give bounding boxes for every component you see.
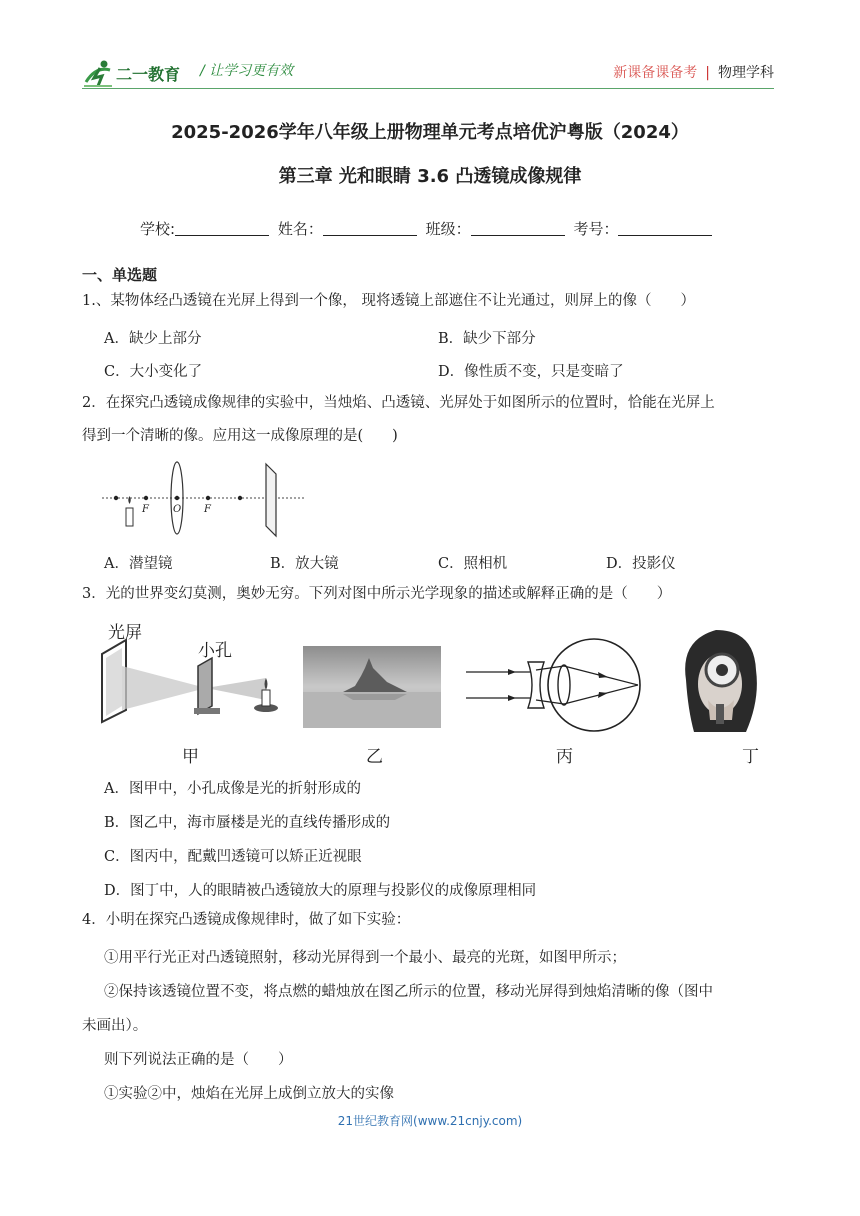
number-label: 考号：	[573, 220, 619, 238]
header-separator: |	[705, 65, 710, 81]
header-divider	[82, 88, 774, 89]
q2-option-d[interactable]: D．投影仪	[606, 556, 676, 572]
q2-option-c[interactable]: C．照相机	[438, 556, 508, 572]
school-label: 学校:	[140, 220, 176, 238]
brand-logo	[82, 56, 192, 90]
q4-question: 则下列说法正确的是（ ）	[104, 1052, 293, 1068]
q3-caption-jia: 甲	[182, 747, 199, 767]
q2-option-b[interactable]: B．放大镜	[270, 556, 339, 572]
q2-label-f1: F	[142, 504, 149, 515]
header-right	[613, 62, 774, 82]
q3-caption-yi: 乙	[366, 747, 383, 767]
q4-step-1: ①用平行光正对凸透镜照射，移动光屏得到一个最小、最亮的光斑，如图甲所示；	[104, 950, 626, 966]
q3-stem: 3．光的世界变幻莫测，奥妙无穷。下列对图中所示光学现象的描述或解释正确的是（ ）	[82, 586, 672, 602]
q2-label-f2: F	[204, 504, 211, 515]
q2-option-a[interactable]: A．潜望镜	[104, 556, 173, 572]
q3-figure-mirage	[303, 646, 441, 728]
q1-option-c[interactable]: C．大小变化了	[104, 364, 203, 380]
q4-step-2-line2: 未画出）。	[82, 1018, 148, 1034]
q3-figure-pinhole	[98, 618, 288, 728]
q1-option-a[interactable]: A．缺少上部分	[104, 331, 202, 347]
page-footer[interactable]: 21世纪教育网(www.21cnjy.com)	[337, 1114, 523, 1128]
q4-step-2-line1: ②保持该透镜位置不变，将点燃的蜡烛放在图乙所示的位置，移动光屏得到烛焰清晰的像（图中	[104, 984, 713, 1000]
doc-title: 2025-2026学年八年级上册物理单元考点培优沪粤版（2024）	[171, 122, 689, 143]
q3-figure-magnifier	[676, 620, 764, 732]
q2-stem-line2: 得到一个清晰的像。应用这一成像原理的是( )	[82, 428, 398, 444]
q1-option-b[interactable]: B．缺少下部分	[438, 331, 536, 347]
school-blank[interactable]	[175, 219, 269, 236]
header-subject: 物理学科	[718, 65, 774, 81]
q4-statement-1: ①实验②中，烛焰在光屏上成倒立放大的实像	[104, 1086, 394, 1102]
q3-option-a[interactable]: A．图甲中，小孔成像是光的折射形成的	[104, 781, 361, 797]
q3-caption-ding: 丁	[742, 747, 759, 767]
q2-label-o: O	[173, 504, 182, 515]
header-tag: 新课备课备考	[613, 65, 698, 81]
header-slogan: / 让学习更有效	[200, 63, 294, 79]
q3-option-b[interactable]: B．图乙中，海市蜃楼是光的直线传播形成的	[104, 815, 391, 831]
q3-option-d[interactable]: D．图丁中，人的眼睛被凸透镜放大的原理与投影仪的成像原理相同	[104, 883, 537, 899]
class-label: 班级：	[425, 220, 471, 238]
name-label: 姓名：	[277, 220, 323, 238]
q3-figure-eye-lens	[462, 628, 652, 738]
q2-optical-bench-figure	[100, 460, 310, 540]
class-blank[interactable]	[471, 219, 565, 236]
q3-option-c[interactable]: C．图丙中，配戴凹透镜可以矫正近视眼	[104, 849, 362, 865]
name-blank[interactable]	[323, 219, 417, 236]
q3-caption-bing: 丙	[556, 747, 573, 767]
q3-screen-label: 光屏	[108, 623, 142, 643]
student-info-fields	[140, 218, 716, 239]
q3-hole-label: 小孔	[198, 641, 232, 661]
q2-stem-line1: 2．在探究凸透镜成像规律的实验中，当烛焰、凸透镜、光屏处于如图所示的位置时，恰能在光屏上	[82, 395, 715, 411]
number-blank[interactable]	[618, 219, 712, 236]
q1-stem: 1.、某物体经凸透镜在光屏上得到一个像， 现将透镜上部遮住不让光通过，则屏上的像（ ）	[82, 293, 695, 309]
doc-subtitle: 第三章 光和眼睛 3.6 凸透镜成像规律	[278, 166, 582, 187]
q1-option-d[interactable]: D．像性质不变，只是变暗了	[438, 364, 624, 380]
section-heading: 一、单选题	[82, 266, 158, 284]
q4-stem: 4．小明在探究凸透镜成像规律时，做了如下实验：	[82, 912, 411, 928]
logo-text: 二一教育	[116, 65, 181, 84]
